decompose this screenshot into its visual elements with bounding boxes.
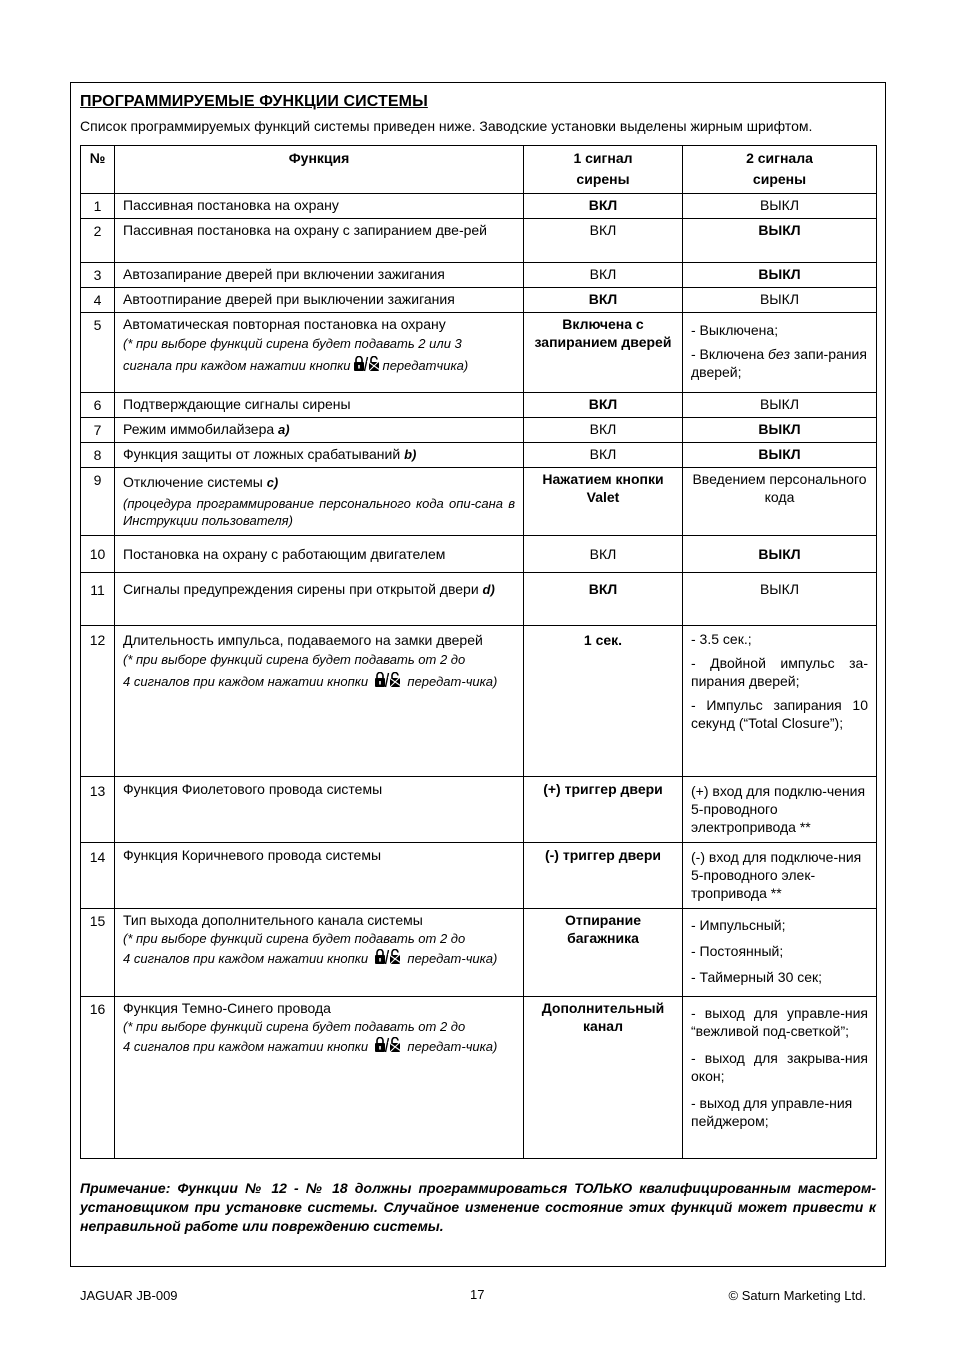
note-line2: 4 сигналов при каждом нажатии кнопки <box>123 674 369 689</box>
option-on <box>691 345 868 381</box>
row-signal1: ВКЛ <box>524 393 683 418</box>
lock-unlock-icon <box>374 672 402 688</box>
note-line1: (* при выборе функций сирена будет подавать от 2 до <box>123 931 466 946</box>
row-num: 10 <box>81 536 115 573</box>
row-function-title: Автоматическая повторная постановка на охрану <box>123 316 446 332</box>
table-row <box>81 843 877 909</box>
row-function-note <box>123 649 515 693</box>
row-signal1: (-) триггер двери <box>524 843 683 909</box>
option-3: - выход для управле-ния пейджером; <box>691 1095 853 1129</box>
note-line2: сигнала при каждом нажатии кнопки <box>123 358 351 373</box>
row-function <box>115 626 524 777</box>
note-line1: (* при выборе функций сирена будет подавать от 2 до <box>123 1019 466 1034</box>
intro-paragraph: Список программируемых функций системы приведен ниже. Заводские установки выделены жирным шрифтом. <box>80 118 813 134</box>
row-signal1: (+) триггер двери <box>524 777 683 843</box>
row-function-note <box>123 929 515 969</box>
table-row <box>81 468 877 536</box>
table-row <box>81 777 877 843</box>
footnote-note: Примечание: Функции № 12 - № 18 должны программироваться ТОЛЬКО квалифицированным мастером-установщиком при установке системы. Случайное изменение состояние этих функций может привести к неправильной работе или повреждению системы. <box>80 1180 876 1234</box>
row-num: 15 <box>81 909 115 997</box>
row-signal2: ВЫКЛ <box>683 573 877 626</box>
note-line3: передат-чика) <box>407 951 498 966</box>
footnote-mark: d) <box>482 582 495 597</box>
note-line1: (* при выборе функций сирена будет подавать от 2 до <box>123 652 466 667</box>
option-2: - выход для закрыва-ния окон; <box>691 1050 868 1084</box>
note-line2: 4 сигналов при каждом нажатии кнопки <box>123 951 369 966</box>
option-on-c: запи-рания дверей; <box>691 346 867 380</box>
note-line1: (* при выборе функций сирена будет подавать 2 или 3 <box>123 336 462 351</box>
row-num: 2 <box>81 219 115 263</box>
option-2: - Постоянный; <box>691 943 784 959</box>
option-off: - Выключена; <box>691 322 779 338</box>
row-function-text: Режим иммобилайзера <box>123 421 275 437</box>
option-1: - Импульсный; <box>691 917 786 933</box>
row-signal1: ВКЛ <box>524 219 683 263</box>
row-function-title: Функция Темно-Синего провода <box>123 1000 331 1016</box>
row-function-title: Длительность импульса, подаваемого на замки дверей <box>123 632 483 648</box>
row-num: 9 <box>81 468 115 536</box>
row-signal1: Нажатием кнопки Valet <box>524 468 683 536</box>
table-row <box>81 219 877 263</box>
row-signal2: ВЫКЛ <box>683 536 877 573</box>
row-num: 13 <box>81 777 115 843</box>
header-num: № <box>81 146 115 194</box>
row-num: 14 <box>81 843 115 909</box>
lock-unlock-icon <box>374 949 402 965</box>
row-num: 12 <box>81 626 115 777</box>
header-signal1 <box>524 146 683 194</box>
row-signal1: ВКЛ <box>524 263 683 288</box>
row-signal1: 1 сек. <box>524 626 683 777</box>
row-function: Функция Фиолетового провода системы <box>115 777 524 843</box>
row-signal2: ВЫКЛ <box>683 219 877 263</box>
content-frame <box>70 82 886 1267</box>
footer-model: JAGUAR JB-009 <box>80 1288 178 1303</box>
table-header-row <box>81 146 877 194</box>
note-line3: передат-чика) <box>407 674 498 689</box>
row-signal2: ВЫКЛ <box>683 418 877 443</box>
row-signal2 <box>683 626 877 777</box>
header-signal2-line2: сирены <box>752 171 807 187</box>
header-signal2-line1: 2 сигнала <box>746 150 813 166</box>
table-row <box>81 288 877 313</box>
row-function: Автозапирание дверей при включении зажигания <box>115 263 524 288</box>
row-signal2: (-) вход для подключе-ния 5-проводного элек-тропривода ** <box>683 843 877 909</box>
row-signal1: Включена с запиранием дверей <box>524 313 683 393</box>
row-signal1: ВКЛ <box>524 194 683 219</box>
row-function <box>115 909 524 997</box>
footnote-mark: c) <box>266 475 279 490</box>
row-signal2: ВЫКЛ <box>683 194 877 219</box>
row-num: 4 <box>81 288 115 313</box>
page-title: ПРОГРАММИРУЕМЫЕ ФУНКЦИИ СИСТЕМЫ <box>80 93 428 110</box>
table-row <box>81 418 877 443</box>
table-row <box>81 313 877 393</box>
row-signal2: ВЫКЛ <box>683 393 877 418</box>
row-function: Функция Коричневого провода системы <box>115 843 524 909</box>
table-row <box>81 443 877 468</box>
row-function-text: Сигналы предупреждения сирены при открытой двери <box>123 581 479 597</box>
header-function: Функция <box>115 146 524 194</box>
row-function: Автоотпирание дверей при выключении зажигания <box>115 288 524 313</box>
page-number: 17 <box>470 1287 485 1302</box>
row-signal1: ВКЛ <box>524 573 683 626</box>
note-line3: передатчика) <box>382 358 469 373</box>
row-function <box>115 418 524 443</box>
footnote-mark: a) <box>278 422 290 437</box>
lock-unlock-icon <box>374 1037 402 1053</box>
row-function-note <box>123 1017 515 1057</box>
row-function <box>115 997 524 1159</box>
row-num: 1 <box>81 194 115 219</box>
row-num: 3 <box>81 263 115 288</box>
header-signal1-line2: сирены <box>576 171 630 187</box>
row-function: Постановка на охрану с работающим двигателем <box>115 536 524 573</box>
option-3: - Таймерный 30 сек; <box>691 969 823 985</box>
table-row <box>81 194 877 219</box>
row-signal2: ВЫКЛ <box>683 263 877 288</box>
header-signal2 <box>683 146 877 194</box>
row-function <box>115 468 524 536</box>
row-signal1: Дополнительный канал <box>524 997 683 1159</box>
note-line3: передат-чика) <box>407 1039 498 1054</box>
row-function: Подтверждающие сигналы сирены <box>115 393 524 418</box>
option-1: - выход для управле-ния “вежливой под-светкой”; <box>691 1005 868 1039</box>
header-signal1-line1: 1 сигнал <box>573 150 633 166</box>
footer-copyright: © Saturn Marketing Ltd. <box>728 1288 866 1303</box>
row-function <box>115 573 524 626</box>
row-num: 6 <box>81 393 115 418</box>
row-num: 7 <box>81 418 115 443</box>
row-function: Пассивная постановка на охрану <box>115 194 524 219</box>
table-row <box>81 909 877 997</box>
row-signal2: ВЫКЛ <box>683 288 877 313</box>
row-function: Пассивная постановка на охрану с запиранием две-рей <box>115 219 524 263</box>
row-function <box>115 443 524 468</box>
row-function-note <box>123 333 515 377</box>
option-on-a: - Включена <box>691 346 769 362</box>
option-on-italic: без <box>768 346 791 362</box>
table-row <box>81 573 877 626</box>
table-row <box>81 263 877 288</box>
option-3: - Импульс запирания 10 секунд (“Total Closure”); <box>691 697 868 731</box>
row-function <box>115 313 524 393</box>
row-function-note: (процедура программирование персонального кода опи-сана в Инструкции пользователя) <box>123 496 515 528</box>
table-row <box>81 626 877 777</box>
row-signal1: ВКЛ <box>524 536 683 573</box>
row-signal2 <box>683 909 877 997</box>
functions-table <box>80 145 877 1159</box>
row-signal2: (+) вход для подклю-чения 5-проводного электропривода ** <box>683 777 877 843</box>
row-function-title: Тип выхода дополнительного канала системы <box>123 912 423 928</box>
row-signal1: Отпирание багажника <box>524 909 683 997</box>
option-2: - Двойной импульс за-пирания дверей; <box>691 655 868 689</box>
lock-unlock-icon <box>353 356 381 372</box>
row-signal2 <box>683 997 877 1159</box>
row-num: 5 <box>81 313 115 393</box>
row-signal1: ВКЛ <box>524 418 683 443</box>
table-row <box>81 393 877 418</box>
row-num: 16 <box>81 997 115 1159</box>
row-function-text: Функция защиты от ложных срабатываний <box>123 446 401 462</box>
row-signal1: ВКЛ <box>524 443 683 468</box>
row-num: 8 <box>81 443 115 468</box>
footnote-mark: b) <box>404 447 417 462</box>
row-function-text: Отключение системы <box>123 474 263 490</box>
table-row <box>81 997 877 1159</box>
row-signal2: Введением персонального кода <box>683 468 877 536</box>
table-row <box>81 536 877 573</box>
note-line2: 4 сигналов при каждом нажатии кнопки <box>123 1039 369 1054</box>
row-signal1: ВКЛ <box>524 288 683 313</box>
row-signal2 <box>683 313 877 393</box>
row-num: 11 <box>81 573 115 626</box>
row-signal2: ВЫКЛ <box>683 443 877 468</box>
option-1: - 3.5 сек.; <box>691 631 752 647</box>
